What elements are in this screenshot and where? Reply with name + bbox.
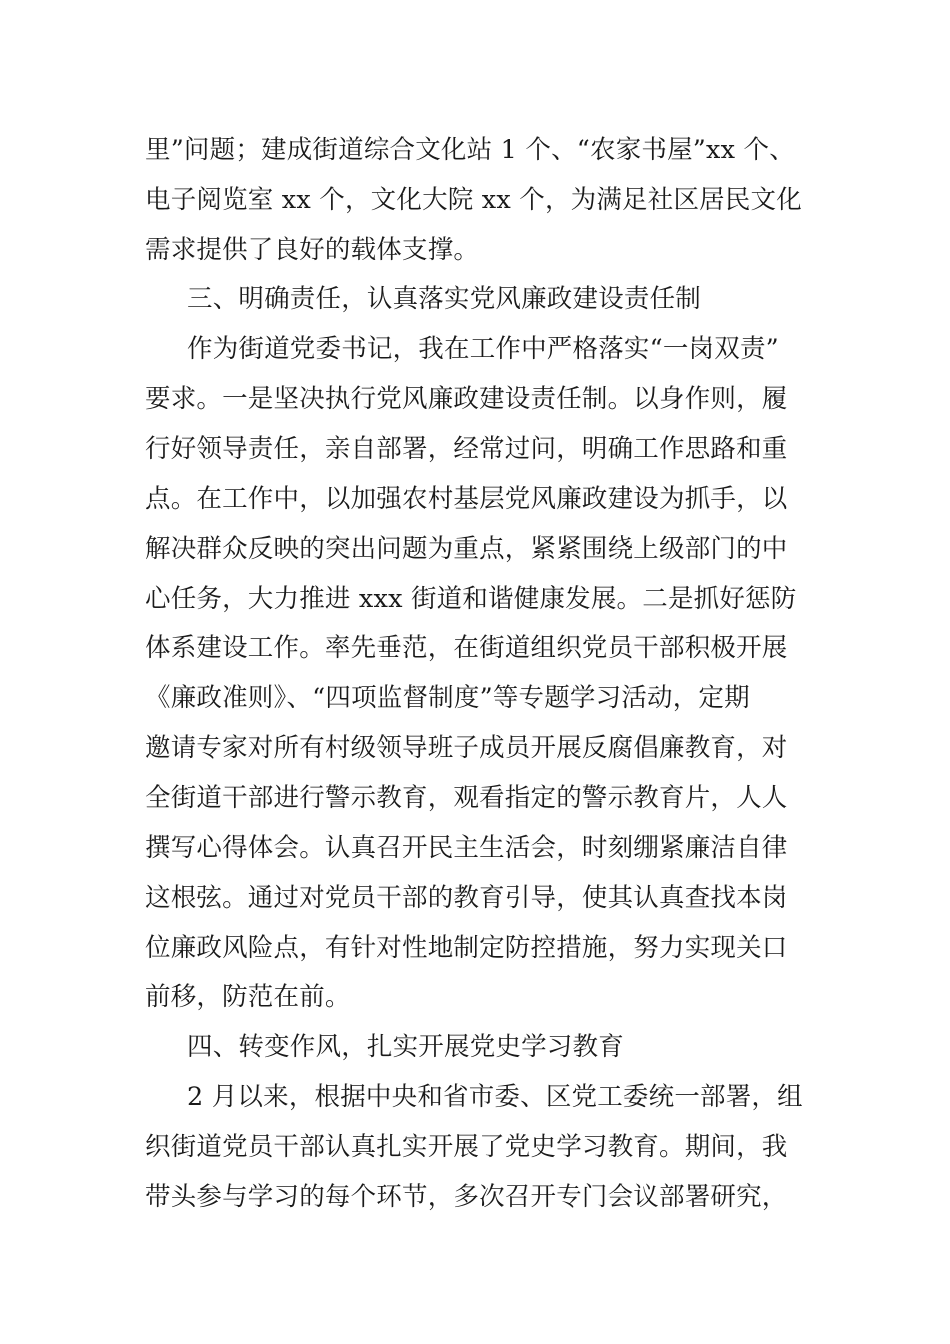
text-line-14: 全街道干部进行警示教育，观看指定的警示教育片，人人: [145, 783, 788, 813]
text-line-7: 行好领导责任，亲自部署，经常过问，明确工作思路和重: [145, 434, 788, 464]
text-line-13: 邀请专家对所有村级领导班子成员开展反腐倡廉教育，对: [145, 733, 788, 763]
text-line-18: 前移，防范在前。: [145, 982, 351, 1012]
text-line-21: 织街道党员干部认真扎实开展了党史学习教育。期间，我: [145, 1132, 788, 1162]
text-line-20: 2 月以来，根据中央和省市委、区党工委统一部署，组: [187, 1082, 803, 1112]
text-line-15: 撰写心得体会。认真召开民主生活会，时刻绷紧廉洁自律: [145, 833, 788, 863]
text-line-10: 心任务，大力推进 xxx 街道和谐健康发展。二是抓好惩防: [145, 584, 797, 614]
text-line-1: 里”问题；建成街道综合文化站 1 个、“农家书屋”xx 个、: [145, 135, 795, 165]
text-line-22: 带头参与学习的每个环节，多次召开专门会议部署研究，: [145, 1182, 788, 1212]
text-line-12: 《廉政准则》、“四项监督制度”等专题学习活动，定期: [145, 683, 750, 713]
section-heading-3: 三、明确责任，认真落实党风廉政建设责任制: [187, 284, 702, 314]
text-line-11: 体系建设工作。率先垂范，在街道组织党员干部积极开展: [145, 633, 788, 663]
text-line-8: 点。在工作中，以加强农村基层党风廉政建设为抓手，以: [145, 484, 788, 514]
text-line-5: 作为街道党委书记，我在工作中严格落实“一岗双责”: [187, 334, 779, 364]
text-line-17: 位廉政风险点，有针对性地制定防控措施，努力实现关口: [145, 933, 788, 963]
text-line-3: 需求提供了良好的载体支撑。: [145, 235, 480, 265]
text-line-16: 这根弦。通过对党员干部的教育引导，使其认真查找本岗: [145, 883, 788, 913]
text-line-9: 解决群众反映的突出问题为重点，紧紧围绕上级部门的中: [145, 534, 788, 564]
text-line-6: 要求。一是坚决执行党风廉政建设责任制。以身作则，履: [145, 384, 788, 414]
text-line-2: 电子阅览室 xx 个，文化大院 xx 个，为满足社区居民文化: [145, 185, 802, 215]
section-heading-4: 四、转变作风，扎实开展党史学习教育: [187, 1032, 624, 1062]
